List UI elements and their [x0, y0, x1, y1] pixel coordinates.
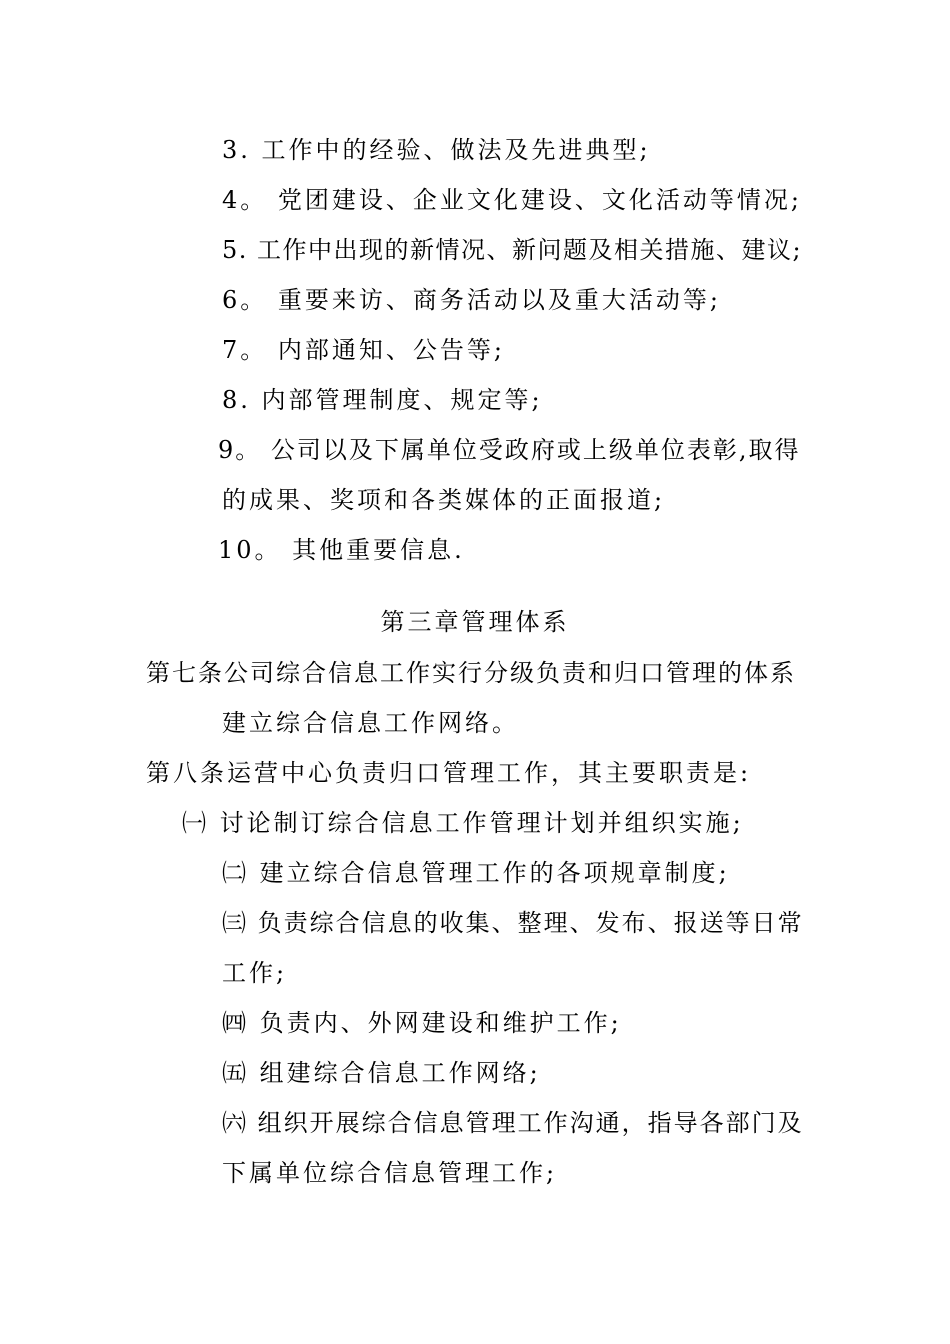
duty-item-6: ㈥ 组织开展综合信息管理工作沟通，指导各部门及	[222, 1109, 804, 1137]
article-7-line-1: 第七条公司综合信息工作实行分级负责和归口管理的体系	[146, 659, 796, 687]
duty-item-4: ㈣ 负责内、外网建设和维护工作;	[222, 1009, 622, 1037]
duty-item-2: ㈡ 建立综合信息管理工作的各项规章制度;	[222, 859, 730, 887]
duty-item-6-continued: 下属单位综合信息管理工作;	[222, 1159, 558, 1187]
duty-item-1: ㈠ 讨论制订综合信息工作管理计划并组织实施;	[182, 809, 744, 837]
article-7-line-2: 建立综合信息工作网络。	[222, 709, 519, 737]
chapter-title: 第三章管理体系	[380, 608, 570, 636]
duty-item-5: ㈤ 组建综合信息工作网络;	[222, 1059, 541, 1087]
list-item-5: 5. 工作中出现的新情况、新问题及相关措施、建议;	[222, 236, 803, 264]
list-item-8: 8. 内部管理制度、规定等;	[222, 386, 543, 414]
duty-item-3-continued: 工作;	[222, 959, 288, 987]
list-item-3: 3. 工作中的经验、做法及先进典型;	[222, 136, 651, 164]
article-8-line-1: 第八条运营中心负责归口管理工作，其主要职责是:	[146, 759, 752, 787]
list-item-10: 10。 其他重要信息.	[218, 536, 465, 564]
list-item-6: 6。 重要来访、商务活动以及重大活动等;	[222, 286, 721, 314]
list-item-4: 4。 党团建设、企业文化建设、文化活动等情况;	[222, 186, 802, 214]
duty-item-3: ㈢ 负责综合信息的收集、整理、发布、报送等日常	[222, 909, 804, 937]
list-item-9: 9。 公司以及下属单位受政府或上级单位表彰,取得	[218, 436, 801, 464]
list-item-7: 7。 内部通知、公告等;	[222, 336, 505, 364]
list-item-9-continued: 的成果、奖项和各类媒体的正面报道;	[222, 486, 666, 514]
